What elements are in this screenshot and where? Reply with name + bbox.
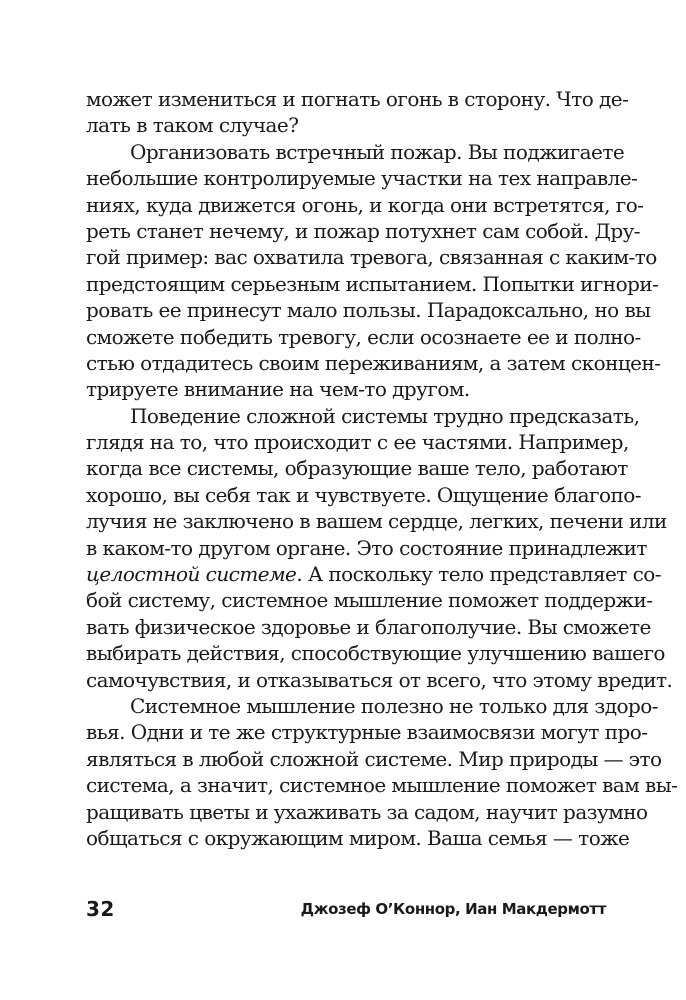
text-line: может измениться и погнать огонь в сторону. Что де- <box>86 87 629 111</box>
text-line: небольшие контролируемые участки на тех направле- <box>86 166 638 191</box>
text-line: ниях, куда движется огонь, и когда они встретятся, го- <box>86 192 644 217</box>
running-title: Джозеф О’Коннор, Иан Макдермотт <box>300 900 606 918</box>
text-line: трируете внимание на чем-то другом. <box>86 377 470 402</box>
text-line: бой систему, системное мышление поможет поддержи- <box>86 588 653 613</box>
page-body-text <box>86 86 678 851</box>
text-line: глядя на то, что происходит с ее частями. Например, <box>86 430 629 455</box>
text-line: вья. Одни и те же структурные взаимосвязи могут про- <box>86 720 648 745</box>
page-number: 32 <box>86 897 115 921</box>
text-line: стью отдадитесь своим переживаниям, а затем сконцен- <box>86 350 661 375</box>
text-line: являться в любой сложной системе. Мир природы — это <box>86 746 662 771</box>
text-line: лать в таком случае? <box>86 113 299 138</box>
text-line: ровать ее принесут мало пользы. Парадоксально, но вы <box>86 298 651 323</box>
text-line: система, а значит, системное мышление поможет вам вы- <box>86 773 678 798</box>
page-footer <box>86 897 606 921</box>
text-line: реть станет нечему, и пожар потухнет сам собой. Дру- <box>86 218 640 243</box>
text-line: сможете победить тревогу, если осознаете ее и полно- <box>86 324 641 349</box>
text-line: вать физическое здоровье и благополучие. Вы сможете <box>86 614 651 639</box>
text-line: общаться с окружающим миром. Ваша семья — тоже <box>86 825 630 850</box>
text-line: хорошо, вы себя так и чувствуете. Ощущение благопо- <box>86 482 641 507</box>
text-line: когда все системы, образующие ваше тело, работают <box>86 456 628 481</box>
paragraph-first-line: Системное мышление полезно не только для здоро- <box>130 693 658 718</box>
text-line: самочувствия, и отказываться от всего, что этому вредит. <box>86 667 673 692</box>
text-line: выбирать действия, способствующие улучшению вашего <box>86 641 665 666</box>
paragraph-first-line: Поведение сложной системы трудно предсказать, <box>130 403 640 428</box>
text-line: ращивать цветы и ухаживать за садом, научит разумно <box>86 799 648 824</box>
text-line: в каком-то другом органе. Это состояние принадлежит <box>86 535 647 560</box>
text-line: предстоящим серьезным испытанием. Попытки игнори- <box>86 271 659 296</box>
text-line: лучия не заключено в вашем сердце, легких, печени или <box>86 509 667 534</box>
paragraph-first-line: Организовать встречный пожар. Вы поджигаете <box>130 139 625 164</box>
italic-term: целостной системе. <box>86 562 303 587</box>
text-line: гой пример: вас охватила тревога, связанная с каким-то <box>86 245 657 270</box>
text-line-with-italic <box>86 561 661 587</box>
text-line-rest: А поскольку тело представляет со- <box>302 562 661 587</box>
